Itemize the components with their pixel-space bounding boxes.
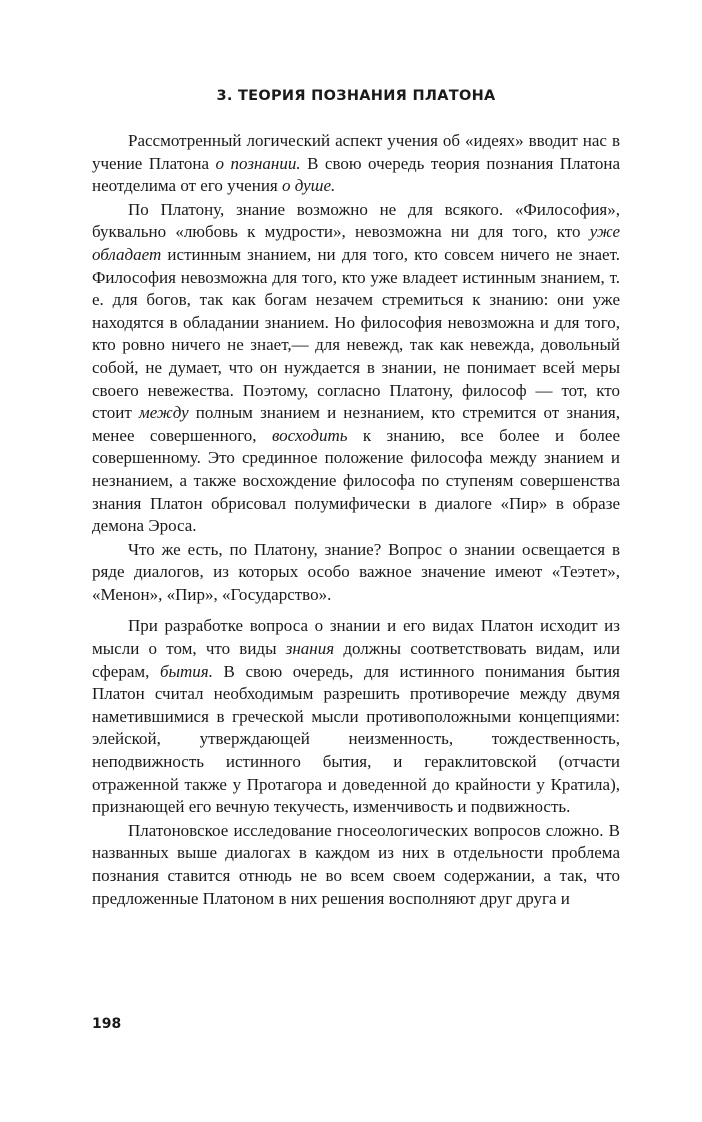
- text-run: к знанию, все более и более совершенному. Это срединное положение философа между знанием и незнанием, а также восхождение философа по ступеням совершенства знания Платон обрисовал полумифически в диалоге «Пир» в образе демона Эроса.: [92, 425, 621, 536]
- text-run: Что же есть, по Платону, знание? Вопрос о знании освещается в ряде диалогов, из которых особо важное значение имеют «Теэтет», «Менон», «Пир», «Государство».: [92, 539, 620, 604]
- paragraph-2: [92, 199, 620, 538]
- emphasis-text: восходить: [271, 425, 348, 445]
- text-run: По Платону, знание возможно не для всякого. «Философия», буквально «любовь к мудрости», невозможна ни для того, кто: [92, 199, 620, 242]
- paragraph-1: [92, 130, 620, 198]
- paragraph-4: [92, 615, 620, 818]
- emphasis-text: знания: [285, 639, 335, 659]
- page-number: 198: [92, 1016, 122, 1032]
- page-body: [92, 88, 620, 910]
- text-run: полным знанием и незнанием, кто стремится от знания, менее совершенного,: [92, 403, 620, 445]
- emphasis-text: между: [138, 403, 189, 423]
- emphasis-text: о душе.: [282, 176, 336, 196]
- text-run: В свою очередь теория познания Платона неотделима от его учения: [92, 153, 620, 196]
- text-run: должны соответствовать видам, или сферам,: [92, 639, 620, 681]
- text-run: истинным знанием, ни для того, кто совсем ничего не знает. Философия невозможна для того, кто уже владеет истинным знанием, т. е. для богов, так как богам незачем стремиться к знанию: они уже находятся в обладании знанием. Но философия невозможна и для того, кто ровно ничего не знает,— для невежд, так как невежда, довольный собой, не думает, что он нуждается в знании, не понимает всей меры своего невежества. Поэтому, согласно Платону, философ — тот, кто стоит: [92, 244, 620, 423]
- text-run: Рассмотренный логический аспект учения об «идеях» вводит нас в учение Платона: [92, 131, 620, 173]
- text-run: Платоновское исследование гносеологических вопросов сложно. В названных выше диалогах в каждом из них в отдельности проблема познания ставится отнюдь не во всем своем содержании, а так, что предложенные Платоном в них решения восполняют друг друга и: [92, 820, 620, 908]
- emphasis-text: бытия.: [159, 661, 213, 681]
- text-run: В свою очередь, для истинного понимания бытия Платон считал необходимым разрешить противоречие между двумя наметившимися в греческой мысли противоположными концепциями: элейской, утверждающей неизменность, тождественность, неподвижность истинного бытия, и гераклитовской (отчасти отраженной также у Протагора и доведенной до крайности у Кратила), признающей его вечную текучесть, изменчивость и подвижность.: [92, 661, 621, 817]
- paragraph-5: [92, 820, 620, 910]
- text-run: При разработке вопроса о знании и его видах Платон исходит из мысли о том, что виды: [92, 616, 620, 659]
- paragraph-3: [92, 539, 620, 607]
- emphasis-text: о познании.: [215, 153, 301, 173]
- emphasis-text: уже обладает: [92, 222, 620, 264]
- section-title: 3. ТЕОРИЯ ПОЗНАНИЯ ПЛАТОНА: [216, 88, 496, 104]
